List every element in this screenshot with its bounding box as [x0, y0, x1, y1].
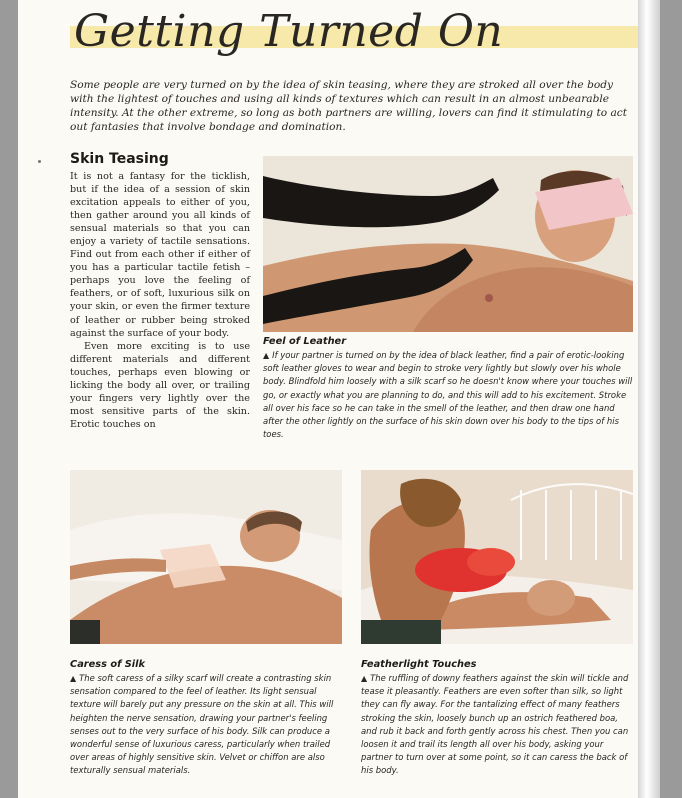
section-heading: Skin Teasing	[70, 151, 169, 167]
caption-body-leather: If your partner is turned on by the idea of black leather, find a pair of erotic-looking soft leather gloves to wear and begin to stroke very lightly but slowly over his whole body. Blindfold him loosely with a silk scarf so he doesn't know where your touches will go, or exactly what you are planning to do, and this will add to his excitement. Stroke all over his face so he can take in the smell of the leather, and then draw one hand after the other lightly on the surface of his skin down over his body to the tips of his toes.	[263, 350, 633, 440]
photo-caress-of-silk	[70, 470, 342, 644]
body-text-column	[70, 170, 250, 431]
page-title: Getting Turned On	[74, 6, 504, 57]
photo-feel-of-leather	[263, 156, 633, 332]
triangle-bullet-icon: ▲	[361, 674, 368, 683]
caption-title-silk: Caress of Silk	[70, 659, 146, 670]
margin-dot	[38, 160, 41, 163]
leather-photo-illustration	[263, 156, 633, 332]
caption-title-leather: Feel of Leather	[263, 336, 347, 347]
intro-paragraph: Some people are very turned on by the idea of skin teasing, where they are stroked all over the body with the lightest of touches and using all kinds of textures which can result in an almost unbearable intensity. At the other extreme, so long as both partners are willing, lovers can find it stimulating to act out fantasies that involve bondage and domination.	[70, 79, 627, 133]
caption-title-feather: Featherlight Touches	[361, 659, 477, 670]
triangle-bullet-icon: ▲	[263, 351, 270, 360]
caption-text-silk	[70, 672, 345, 778]
caption-text-leather	[263, 349, 635, 441]
photo-featherlight-touches	[361, 470, 633, 644]
caption-body-feather: The ruffling of downy feathers against the skin will tickle and tease it pleasantly. Feathers are even softer than silk, so light they can fly away. For the tantalizing effect of many feathers stroking the skin, loosely bunch up an ostrich feathered boa, and rub it back and forth gently across his chest. Then you can loosen it and trail its length all over his body, asking your partner to turn over at some point, so it can caress the back of his body.	[361, 673, 629, 776]
page-edge-shadow	[638, 0, 660, 798]
body-paragraph-1: It is not a fantasy for the ticklish, but if the idea of a session of skin excitation appeals to either of you, then gather around you all kinds of sensual materials so that you can enjoy a variety of tactile sensations. Find out from each other if either of you has a particular tactile fetish – perhaps you love the feeling of feathers, or of soft, luxurious silk on your skin, or even the firmer texture of leather or rubber being stroked against the surface of your body.	[70, 171, 250, 339]
caption-text-feather	[361, 672, 636, 778]
feather-photo-illustration	[361, 470, 633, 644]
silk-photo-illustration	[70, 470, 342, 644]
body-paragraph-2: Even more exciting is to use different materials and different touches, perhaps even blowing or licking the body all over, or trailing your fingers very lightly over the most sensitive parts of the skin. Erotic touches on	[70, 340, 250, 430]
caption-body-silk: The soft caress of a silky scarf will create a contrasting skin sensation compared to the feel of leather. Its light sensual texture will barely put any pressure on the skin at all. This will heighten the nerve sensation, drawing your partner's feeling senses out to the very surface of his body. Silk can produce a wonderful sense of luxurious caress, particularly when trailed over areas of highly sensitive skin. Velvet or chiffon are also texturally sensual materials.	[70, 673, 334, 776]
magazine-page	[18, 0, 660, 798]
triangle-bullet-icon: ▲	[70, 674, 77, 683]
